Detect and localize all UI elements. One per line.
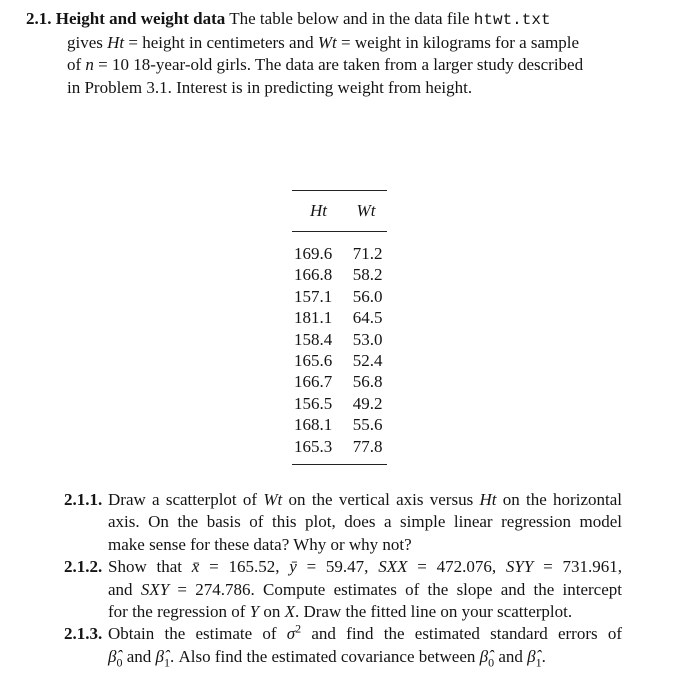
ht-cell: 158.4 — [294, 329, 333, 349]
subproblem-number: 2.1.1. — [64, 490, 103, 509]
subproblem-list — [64, 489, 622, 668]
table-row — [292, 436, 387, 457]
ht-cell: 165.6 — [294, 350, 333, 370]
problem-text: The table below and in the data file — [225, 9, 474, 28]
ht-cell: 156.5 — [294, 393, 333, 413]
wt-cell: 55.6 — [352, 415, 383, 435]
ht-cell: 165.3 — [294, 436, 333, 456]
problem-line-1 — [26, 8, 656, 32]
table-row — [292, 329, 387, 350]
wt-cell: 77.8 — [352, 436, 383, 456]
table-row — [292, 307, 387, 328]
subproblem-2-1-1 — [64, 489, 622, 556]
wt-cell: 49.2 — [352, 393, 383, 413]
subproblem-line: make sense for these data? Why or why not? — [108, 534, 412, 554]
ht-cell: 168.1 — [294, 415, 333, 435]
wt-variable: Wt — [317, 32, 337, 52]
problem-statement — [26, 8, 656, 99]
problem-line-2: gives Ht = height in centimeters and Wt = weight in kilograms for a sample — [67, 32, 580, 52]
wt-cell: 71.2 — [352, 244, 383, 263]
subproblem-line: $\betâ_0$ and $\betâ_1$. Also find the estimated covariance between $\betâ_0$ and $\betâ_1$. — [108, 646, 546, 670]
subproblem-number: 2.1.3. — [64, 624, 103, 644]
table-row — [292, 414, 387, 435]
problem-number: 2.1. — [26, 9, 52, 28]
wt-cell: 56.0 — [352, 286, 383, 306]
table-row — [292, 243, 387, 264]
table-row — [292, 393, 387, 414]
problem-heading: Height and weight data — [55, 9, 226, 28]
data-filename: htwt.txt — [473, 11, 551, 29]
ht-cell: 157.1 — [294, 286, 333, 306]
subproblem-line: Show that x̄ = 165.52, ȳ = 59.47, SXX = 472.076, SYY = 731.961, — [108, 557, 622, 577]
subproblem-line: Obtain the estimate of $\sigma^2$ and find the estimated standard errors of — [108, 621, 622, 644]
wt-cell: 64.5 — [352, 308, 383, 328]
ht-cell: 166.7 — [294, 372, 333, 392]
subproblem-number: 2.1.2. — [64, 557, 103, 577]
ht-cell: 181.1 — [294, 308, 333, 328]
wt-cell: 52.4 — [352, 350, 383, 370]
subproblem-2-1-3 — [64, 623, 622, 668]
n-variable: n — [85, 55, 94, 74]
subproblem-line: axis. On the basis of this plot, does a simple linear regression model — [108, 512, 622, 532]
problem-line-4: in Problem 3.1. Interest is in predicting weight from height. — [67, 77, 473, 97]
table-header — [292, 191, 387, 221]
wt-cell: 53.0 — [352, 329, 383, 349]
column-header-wt: Wt — [356, 201, 376, 220]
wt-cell: 56.8 — [352, 372, 383, 392]
table-bottom-rule — [292, 464, 387, 465]
column-header-ht: Ht — [310, 201, 327, 220]
subproblem-line: and SXY = 274.786. Compute estimates of the slope and the intercept — [108, 579, 623, 599]
table-header-rule — [292, 231, 387, 232]
subproblem-2-1-2 — [64, 556, 622, 623]
table-row — [292, 286, 387, 307]
subproblem-line: for the regression of Y on X. Draw the fitted line on your scatterplot. — [108, 602, 573, 622]
wt-cell: 58.2 — [352, 265, 383, 285]
subproblem-line: Draw a scatterplot of Wt on the vertical axis versus Ht on the horizontal — [108, 490, 622, 509]
problem-line-3: of n = 10 18-year-old girls. The data are taken from a larger study described — [67, 55, 584, 74]
table-body — [292, 243, 387, 457]
data-table — [292, 190, 387, 465]
ht-variable: Ht — [107, 32, 125, 52]
ht-cell: 166.8 — [294, 265, 333, 285]
table-row — [292, 264, 387, 285]
table-row — [292, 371, 387, 392]
table-row — [292, 350, 387, 371]
ht-cell: 169.6 — [294, 244, 333, 263]
